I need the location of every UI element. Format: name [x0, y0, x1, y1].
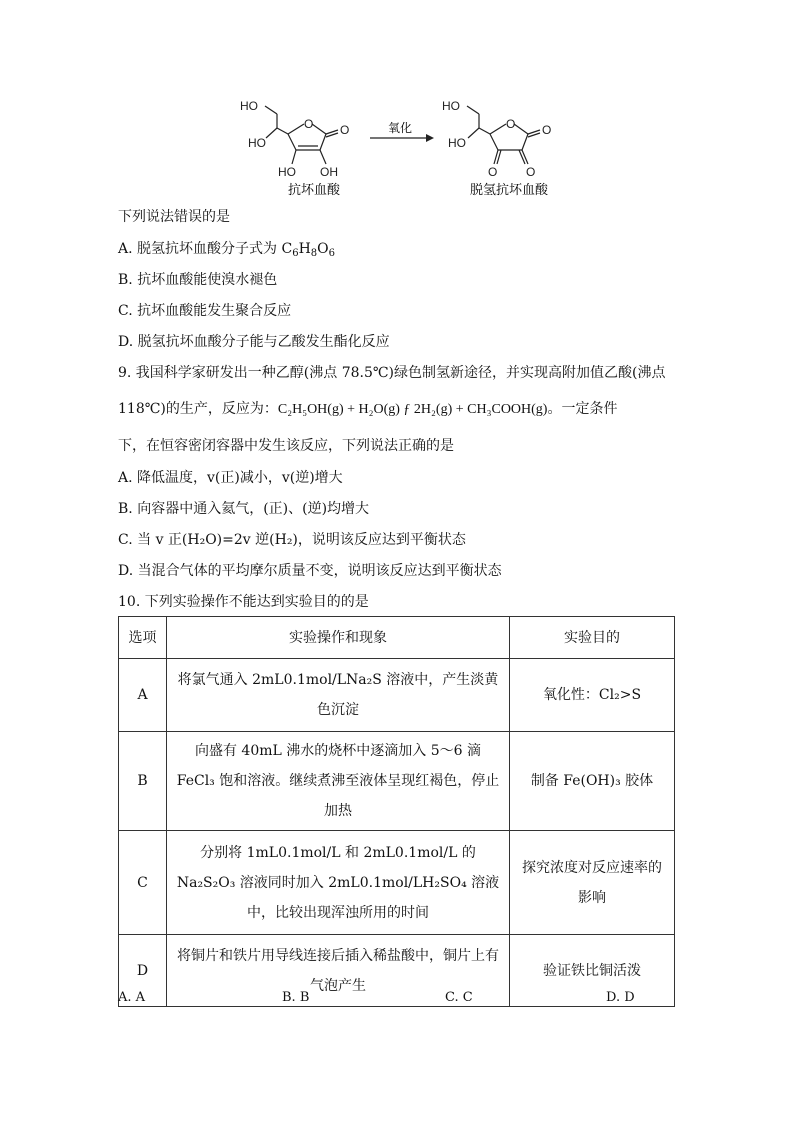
q9-option-d: D. 当混合气体的平均摩尔质量不变，说明该反应达到平衡状态: [118, 563, 502, 579]
row-option: A: [119, 659, 167, 732]
q9-option-b: B. 向容器中通入氦气，(正)、(逆)均增大: [118, 501, 370, 517]
dehydroascorbic-acid-structure: [467, 106, 540, 164]
table-row: [119, 935, 675, 1007]
q8-option-c: C. 抗坏血酸能发生聚合反应: [118, 303, 292, 319]
row-option: C: [119, 831, 167, 935]
q9-option-c: C. 当 v 正(H₂O)=2v 逆(H₂)，说明该反应达到平衡状态: [118, 532, 466, 548]
row-goal: 制备 Fe(OH)₃ 胶体: [510, 732, 675, 831]
q9-line-1: 9. 我国科学家研发出一种乙醇(沸点 78.5℃)绿色制氢新途径，并实现高附加值乙酸(沸点: [118, 365, 666, 381]
q10-stem: 10. 下列实验操作不能达到实验目的的是: [118, 594, 369, 610]
experiment-table: [118, 616, 675, 1007]
row-goal: 验证铁比铜活泼: [510, 935, 675, 1007]
q8-option-d: D. 脱氢抗坏血酸分子能与乙酸发生酯化反应: [118, 334, 390, 350]
atom-o-ring-left: O: [304, 117, 314, 131]
atom-o-ring-right: O: [506, 117, 516, 131]
atom-ho-bottom-left: HO: [278, 165, 296, 179]
atom-o-carbonyl-left: O: [340, 123, 350, 137]
atom-ho-mid-right: HO: [448, 136, 466, 150]
atom-o-keto-2: O: [526, 165, 536, 179]
atom-ho-top-left: HO: [240, 99, 258, 113]
q9-line-2-prefix: 118℃)的生产，反应为：: [118, 401, 278, 417]
row-operation: 向盛有 40mL 沸水的烧杯中逐滴加入 5～6 滴 FeCl₃ 饱和溶液。继续煮沸至液体呈现红褐色，停止加热: [167, 732, 510, 831]
ascorbic-acid-structure: [265, 106, 338, 164]
q8-option-a-text: A. 脱氢抗坏血酸分子式为 C: [118, 241, 293, 257]
left-molecule-label: 抗坏血酸: [288, 183, 341, 198]
q8-option-a: A. 脱氢抗坏血酸分子式为 $C_6H_8O_6$: [118, 241, 336, 259]
atom-o-keto-1: O: [488, 165, 498, 179]
row-goal: 探究浓度对反应速率的影响: [510, 831, 675, 935]
q8-formula-o-sub: 6: [328, 248, 336, 259]
answer-option-b: B. B: [282, 990, 310, 1005]
atom-ho-mid-left: HO: [248, 136, 266, 150]
atom-ho-top-right: HO: [442, 99, 460, 113]
atom-oh-bottom-left: OH: [320, 165, 338, 179]
q9-line-3: 下，在恒容密闭容器中发生该反应，下列说法正确的是: [118, 438, 454, 454]
q9-equation: C₂H₅OH(g) + H₂O(g) ƒ 2H₂(g) + CH₃COOH(g): [277, 402, 548, 417]
arrowhead-icon: [426, 134, 434, 142]
header-goal: 实验目的: [510, 617, 675, 659]
answer-option-c: C. C: [445, 990, 473, 1005]
row-option: B: [119, 732, 167, 831]
q9-option-a: A. 降低温度，v(正)减小，v(逆)增大: [118, 470, 343, 486]
row-operation: 分别将 1mL0.1mol/L 和 2mL0.1mol/L 的 Na₂S₂O₃ 溶液同时加入 2mL0.1mol/LH₂SO₄ 溶液中，比较出现浑浊所用的时间: [167, 831, 510, 935]
answer-option-a: A. A: [118, 990, 146, 1005]
row-operation: 将氯气通入 2mL0.1mol/LNa₂S 溶液中，产生淡黄色沉淀: [167, 659, 510, 732]
q9-line-2: [118, 400, 617, 419]
table-row: [119, 732, 675, 831]
q8-option-b: B. 抗坏血酸能使溴水褪色: [118, 272, 278, 288]
table-row: [119, 659, 675, 732]
arrow-label: 氧化: [388, 121, 413, 135]
q8-formula-h-sub: 8: [310, 248, 318, 259]
row-option: D: [119, 935, 167, 1007]
row-operation: 将铜片和铁片用导线连接后插入稀盐酸中，铜片上有气泡产生: [167, 935, 510, 1007]
answer-option-d: D. D: [606, 990, 635, 1005]
header-operation: 实验操作和现象: [167, 617, 510, 659]
header-option: 选项: [119, 617, 167, 659]
right-molecule-label: 脱氢抗坏血酸: [470, 183, 549, 198]
table-header-row: [119, 617, 675, 659]
q8-formula-c-sub: 6: [292, 248, 299, 259]
row-goal: 氧化性：Cl₂>S: [510, 659, 675, 732]
reaction-diagram: [230, 92, 570, 200]
table-row: [119, 831, 675, 935]
q8-stem: 下列说法错误的是: [118, 209, 230, 225]
q9-line-2-suffix: 。一定条件: [547, 401, 618, 417]
atom-o-carbonyl-right: O: [542, 123, 552, 137]
